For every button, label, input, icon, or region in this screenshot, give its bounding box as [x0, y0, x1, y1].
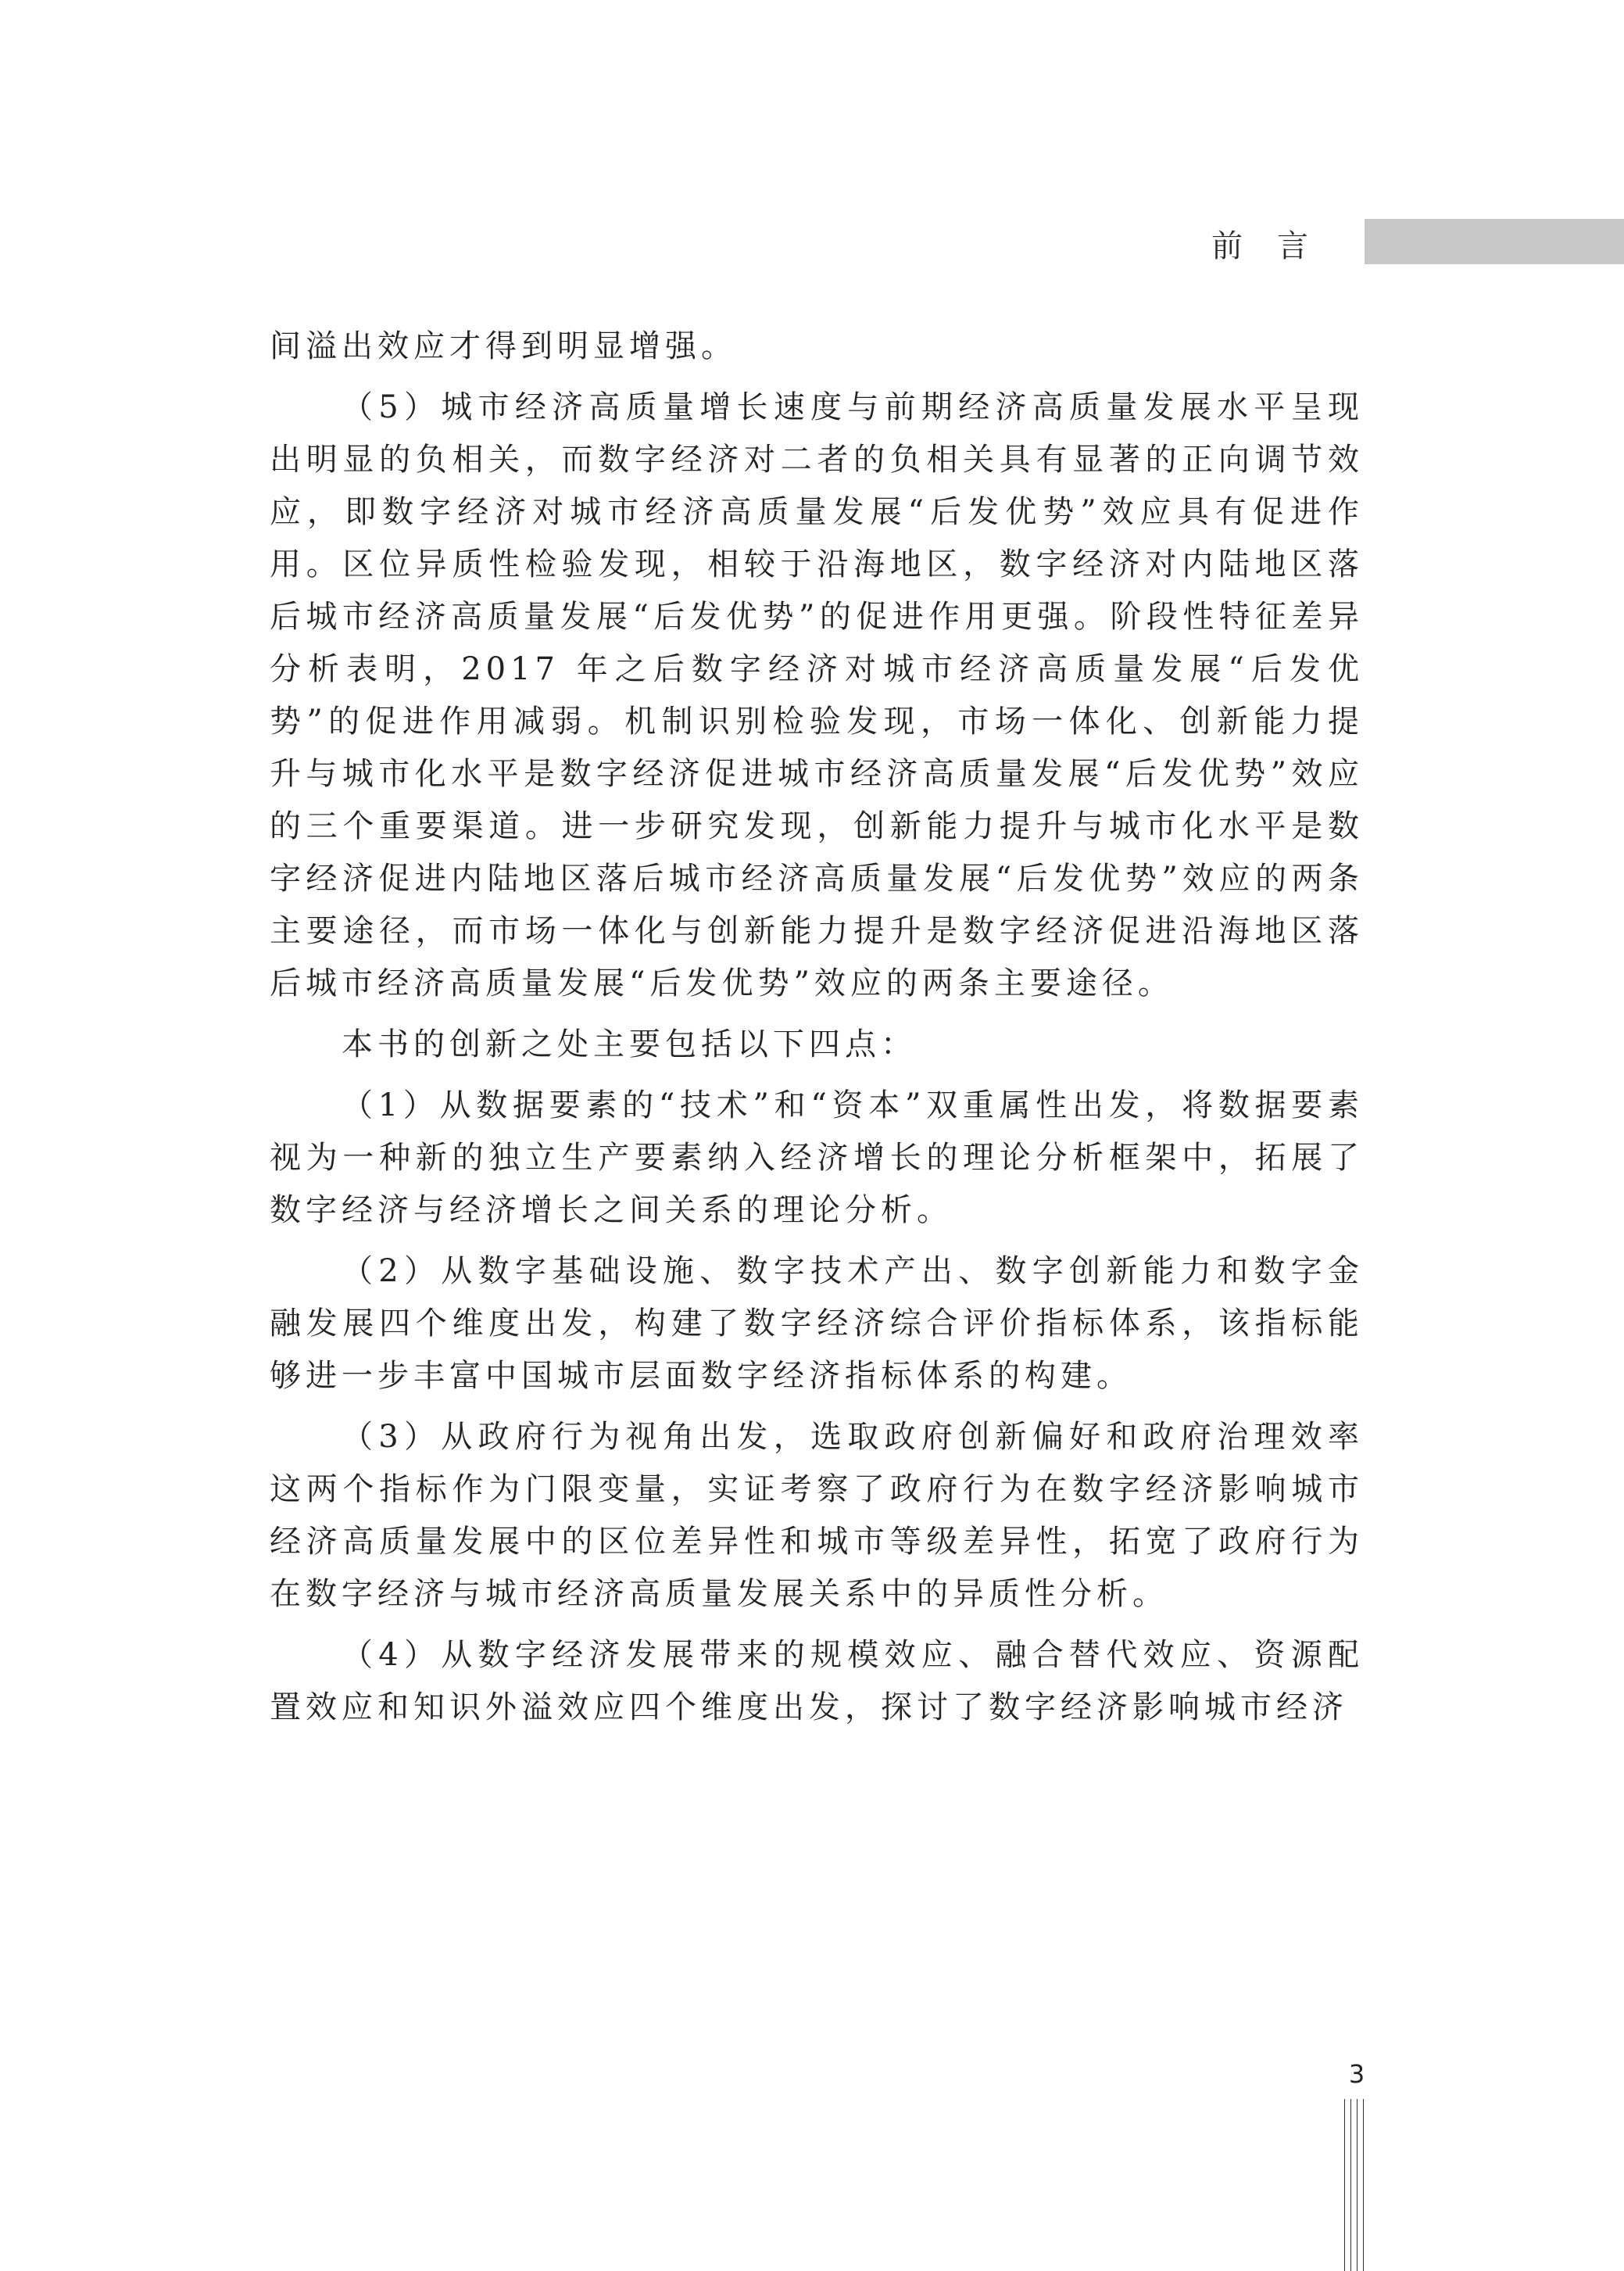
page-number: 3	[1348, 2059, 1365, 2089]
edge-rule	[1357, 2099, 1358, 2271]
paragraph-innovation-2: （2）从数字基础设施、数字技术产出、数字创新能力和数字金融发展四个维度出发，构建了数字经济综合评价指标体系，该指标能够进一步丰富中国城市层面数字经济指标体系的构建。	[270, 1253, 1364, 1394]
paragraph-finding-5: （5）城市经济高质量增长速度与前期经济高质量发展水平呈现出明显的负相关，而数字经济对二者的负相关具有显著的正向调节效应，即数字经济对城市经济高质量发展“后发优势”效应具有促进作用。区位异质性检验发现，相较于沿海地区，数字经济对内陆地区落后城市经济高质量发展“后发优势”的促进作用更强。阶段性特征差异分析表明，2017 年之后数字经济对城市经济高质量发展“后发优势”的促进作用减弱。机制识别检验发现，市场一体化、创新能力提升与城市化水平是数字经济促进城市经济高质量发展“后发优势”效应的三个重要渠道。进一步研究发现，创新能力提升与城市化水平是数字经济促进内陆地区落后城市经济高质量发展“后发优势”效应的两条主要途径，而市场一体化与创新能力提升是数字经济促进沿海地区落后城市经济高质量发展“后发优势”效应的两条主要途径。	[270, 389, 1364, 1001]
running-header-title: 前言	[1211, 228, 1343, 264]
paragraph-continuation: 间溢出效应才得到明显增强。	[270, 328, 737, 364]
paragraph-innovation-intro: 本书的创新之处主要包括以下四点：	[342, 1026, 917, 1062]
edge-rule	[1350, 2099, 1351, 2271]
paragraph-innovation-3: （3）从政府行为视角出发，选取政府创新偏好和政府治理效率这两个指标作为门限变量，实证考察了政府行为在数字经济影响城市经济高质量发展中的区位差异性和城市等级差异性，拓宽了政府行为在数字经济与城市经济高质量发展关系中的异质性分析。	[270, 1419, 1364, 1612]
edge-rule	[1344, 2099, 1345, 2271]
running-header-bar	[1365, 219, 1624, 264]
paragraph-innovation-1: （1）从数据要素的“技术”和“资本”双重属性出发，将数据要素视为一种新的独立生产要素纳入经济增长的理论分析框架中，拓展了数字经济与经济增长之间关系的理论分析。	[270, 1087, 1364, 1228]
page-body	[270, 321, 1364, 1743]
edge-rule	[1363, 2099, 1364, 2271]
paragraph-innovation-4: （4）从数字经济发展带来的规模效应、融合替代效应、资源配置效应和知识外溢效应四个维度出发，探讨了数字经济影响城市经济	[270, 1637, 1364, 1725]
